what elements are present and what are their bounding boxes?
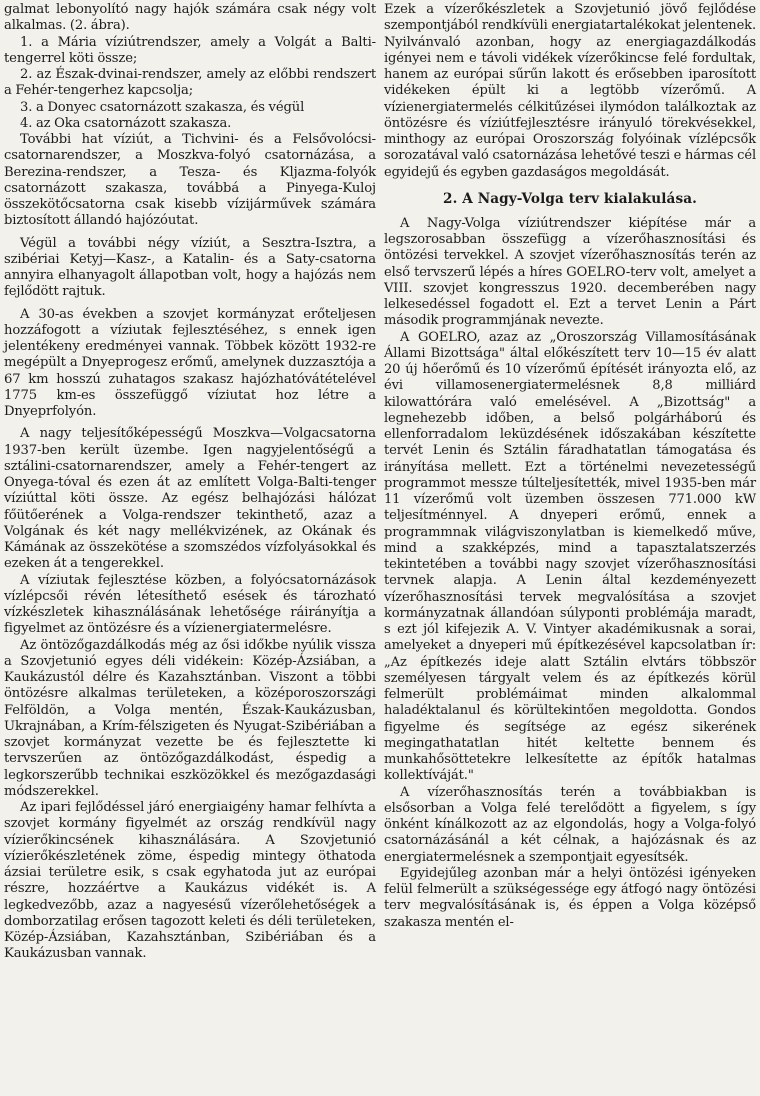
paragraph: A GOELRO, azaz az „Oroszország Villamosításának Állami Bizottsága" által előkészített terv 10—15 év alatt 20 új hőerőmű és 10 vízerőmű építését irányozta elő, az évi villamosenergiatermelésnek 8,8 milliárd kilowattórára való emelésével. A „Bizottság" a legnehezebb időben, a belső polgárháború és ellenforradalom leküzdésének időszakában készítette tervét Lenin és Sztálin fáradhatatlan támogatása és irányítása mellett. Ezt a történelmi nevezetességű programmot messze túlteljesítették, mivel 1935-ben már 11 vízerőmű volt üzemben összesen 771.000 kW teljesítménnyel. A dnyeperi erőmű, ennek a programmnak világviszonylatban is kiemelkedő műve, mind a szakképzés, mind a tapasztalatszerzés tekintetében a további nagy szovjet vízerőhasznosítási tervnek alapja. A Lenin által kezdeményezett vízerőhasznosítási tervek megvalósítása a szovjet kormányzatnak állandóan súlyponti problémája maradt, s ezt jól kifejezik A. V. Vintyer akadémikusnak a sorai, amelyeket a dnyeperi mű építkezésével kapcsolatban ír: „Az építkezés ideje alatt Sztálin elvtárs többször személyesen tárgyalt velem és az építkezés körül felmerült problémáimat minden alkalommal haladéktalanul és körültekintően megoldotta. Gondos figyelme és segítsége az egész sikerének megingathatatlan hitét keltette bennem és munkahősöttetekre lelkesítette az építők hatalmas kollektíváját."	[384, 329, 756, 784]
left-column	[4, 2, 376, 1096]
paragraph: Az öntözőgazdálkodás még az ősi időkbe nyúlik vissza a Szovjetunió egyes déli vidékein: Közép-Ázsiában, a Kaukázustól délre és Kazahsztánban. Viszont a többi öntözésre alkalmas területeken, a középoroszországi Felföldön, a Volga mentén, Észak-Kaukázusban, Ukrajnában, a Krím-félszigeten és Nyugat-Szibériában a szovjet kormányzat vezette be és fejlesztette ki tervszerűen az öntözőgazdálkodást, éspedig a legkorszerűbb technikai eszközökkel és mezőgazdasági módszerekkel.	[4, 637, 376, 799]
list-item-3: 3. a Donyec csatornázott szakasza, és végül	[20, 99, 305, 115]
paragraph-continuation: galmat lebonyolító nagy hajók számára csak négy volt alkalmas. (2. ábra).	[4, 2, 376, 34]
paragraph-continuation: Ezek a vízerőkészletek a Szovjetunió jövő fejlődése szempontjából rendkívüli energiatartalékokat jelentenek. Nyilvánvaló azonban, hogy az energiagazdálkodás igényei nem e távoli vidékek vízerőkincse felé fordultak, hanem az európai sűrűn lakott és erősebben iparosított vidékeken épült ki a legtöbb vízerőmű. A vízienergiatermelés célkitűzései ilymódon találkoztak az öntözésre és víziútfejlesztésre irányuló törekvésekkel, minthogy az európai Oroszország folyóinak vízlépcsők sorozatával való csatornázása lehetővé teszi e hármas cél egyidejű és egyben gazdaságos megoldását.	[384, 2, 756, 180]
paragraph: A 30-as években a szovjet kormányzat erőteljesen hozzáfogott a víziutak fejlesztéséhez, s ennek igen jelentékeny eredményei vannak. Többek között 1932-re megépült a Dnyeprogesz erőmű, amelynek duzzasztója a 67 km hosszú zuhatagos szakasz hajózhatóvátételével 1775 km-es összefüggő víziutat hoz létre a Dnyeprfolyón.	[4, 306, 376, 419]
paragraph: Az ipari fejlődéssel járó energiaigény hamar felhívta a szovjet kormány figyelmét az ország rendkívül nagy vízierőkincsének kihasználására. A Szovjetunió vízierőkészletének zöme, éspedig mintegy öthatoda ázsiai területre esik, s csak egyhatoda jut az európai részre, hozzáértve a Kaukázus vidékét is. A legkedvezőbb, azaz a nagyesésű vízerőlehetőségek a domborzatilag erősen tagozott keleti és déli területeken, Közép-Ázsiában, Kazahsztánban, Szibériában és a Kaukázusban vannak.	[4, 800, 376, 962]
paragraph: Végül a további négy víziút, a Sesztra-Isztra, a szibériai Ketyj—Kasz-, a Katalin- és a Saty-csatorna annyira elhanyagolt állapotban volt, hogy a hajózás nem fejlődött rajtuk.	[4, 235, 376, 300]
paragraph: További hat víziút, a Tichvini- és a Felsővolócsi-csatornarendszer, a Moszkva-folyó csatornázása, a Berezina-rendszer, a Tesza- és Kljazma-folyók csatornázott szakasza, továbbá a Pinyega-Kuloj összekötőcsatorna csak kisebb vízijárművek számára biztosított állandó hajózóutat.	[4, 132, 376, 229]
paragraph: A Nagy-Volga víziútrendszer kiépítése már a legszorosabban összefügg a vízerőhasznosítási és öntözési tervekkel. A szovjet vízerőhasznosítás terén az első tervszerű lépés a híres GOELRO-terv volt, amelyet a VIII. szovjet kongresszus 1920. decemberében nagy lelkesedéssel fogadott el. Ezt a tervet Lenin a Párt második programmjának nevezte.	[384, 215, 756, 329]
paragraph: A víziutak fejlesztése közben, a folyócsatornázások vízlépcsői révén létesíthető esések és tározható vízkészletek kihasználásának lehetősége ráirányítja a figyelmet az öntözésre és a vízienergiatermelésre.	[4, 572, 376, 637]
list-item-2: 2. az Észak-dvinai-rendszer, amely az előbbi rendszert a Fehér-tengerhez kapcsolja;	[4, 67, 376, 99]
paragraph: A nagy teljesítőképességű Moszkva—Volgacsatorna 1937-ben került üzembe. Igen nagyjelentőségű a sztálini-csatornarendszer, amely a Fehér-tengert az Onyega-tóval és ezen át az említett Volga-Balti-tenger víziúttal köti össze. Az egész belhajózási hálózat főütőerének a Volga-rendszer tekinthető, azaz a Volgának és két nagy mellékvizének, az Okának és Kámának az összekötése a szomszédos vízfolyásokkal és ezeken át a tengerekkel.	[4, 426, 376, 572]
section-heading: 2. A Nagy-Volga terv kialakulása.	[443, 190, 697, 207]
list-item-1: 1. a Mária víziútrendszer, amely a Volgát a Balti-tengerrel köti össze;	[4, 34, 376, 66]
paragraph: A vízerőhasznosítás terén a továbbiakban is elsősorban a Volga felé terelődött a figyelem, s így önként kínálkozott az az elgondolás, hogy a Volga-folyó csatornázásánál a két célnak, a hajózásnak és az energiatermelésnek a szempontjait egyesítsék.	[384, 784, 756, 865]
right-column	[384, 2, 756, 1096]
list-item-4: 4. az Oka csatornázott szakasza.	[20, 115, 232, 131]
paragraph: Egyidejűleg azonban már a helyi öntözési igényeken felül felmerült a szükségessége egy átfogó nagy öntözési terv megvalósításának is, és éppen a Volga középső szakasza mentén el-	[384, 865, 756, 930]
